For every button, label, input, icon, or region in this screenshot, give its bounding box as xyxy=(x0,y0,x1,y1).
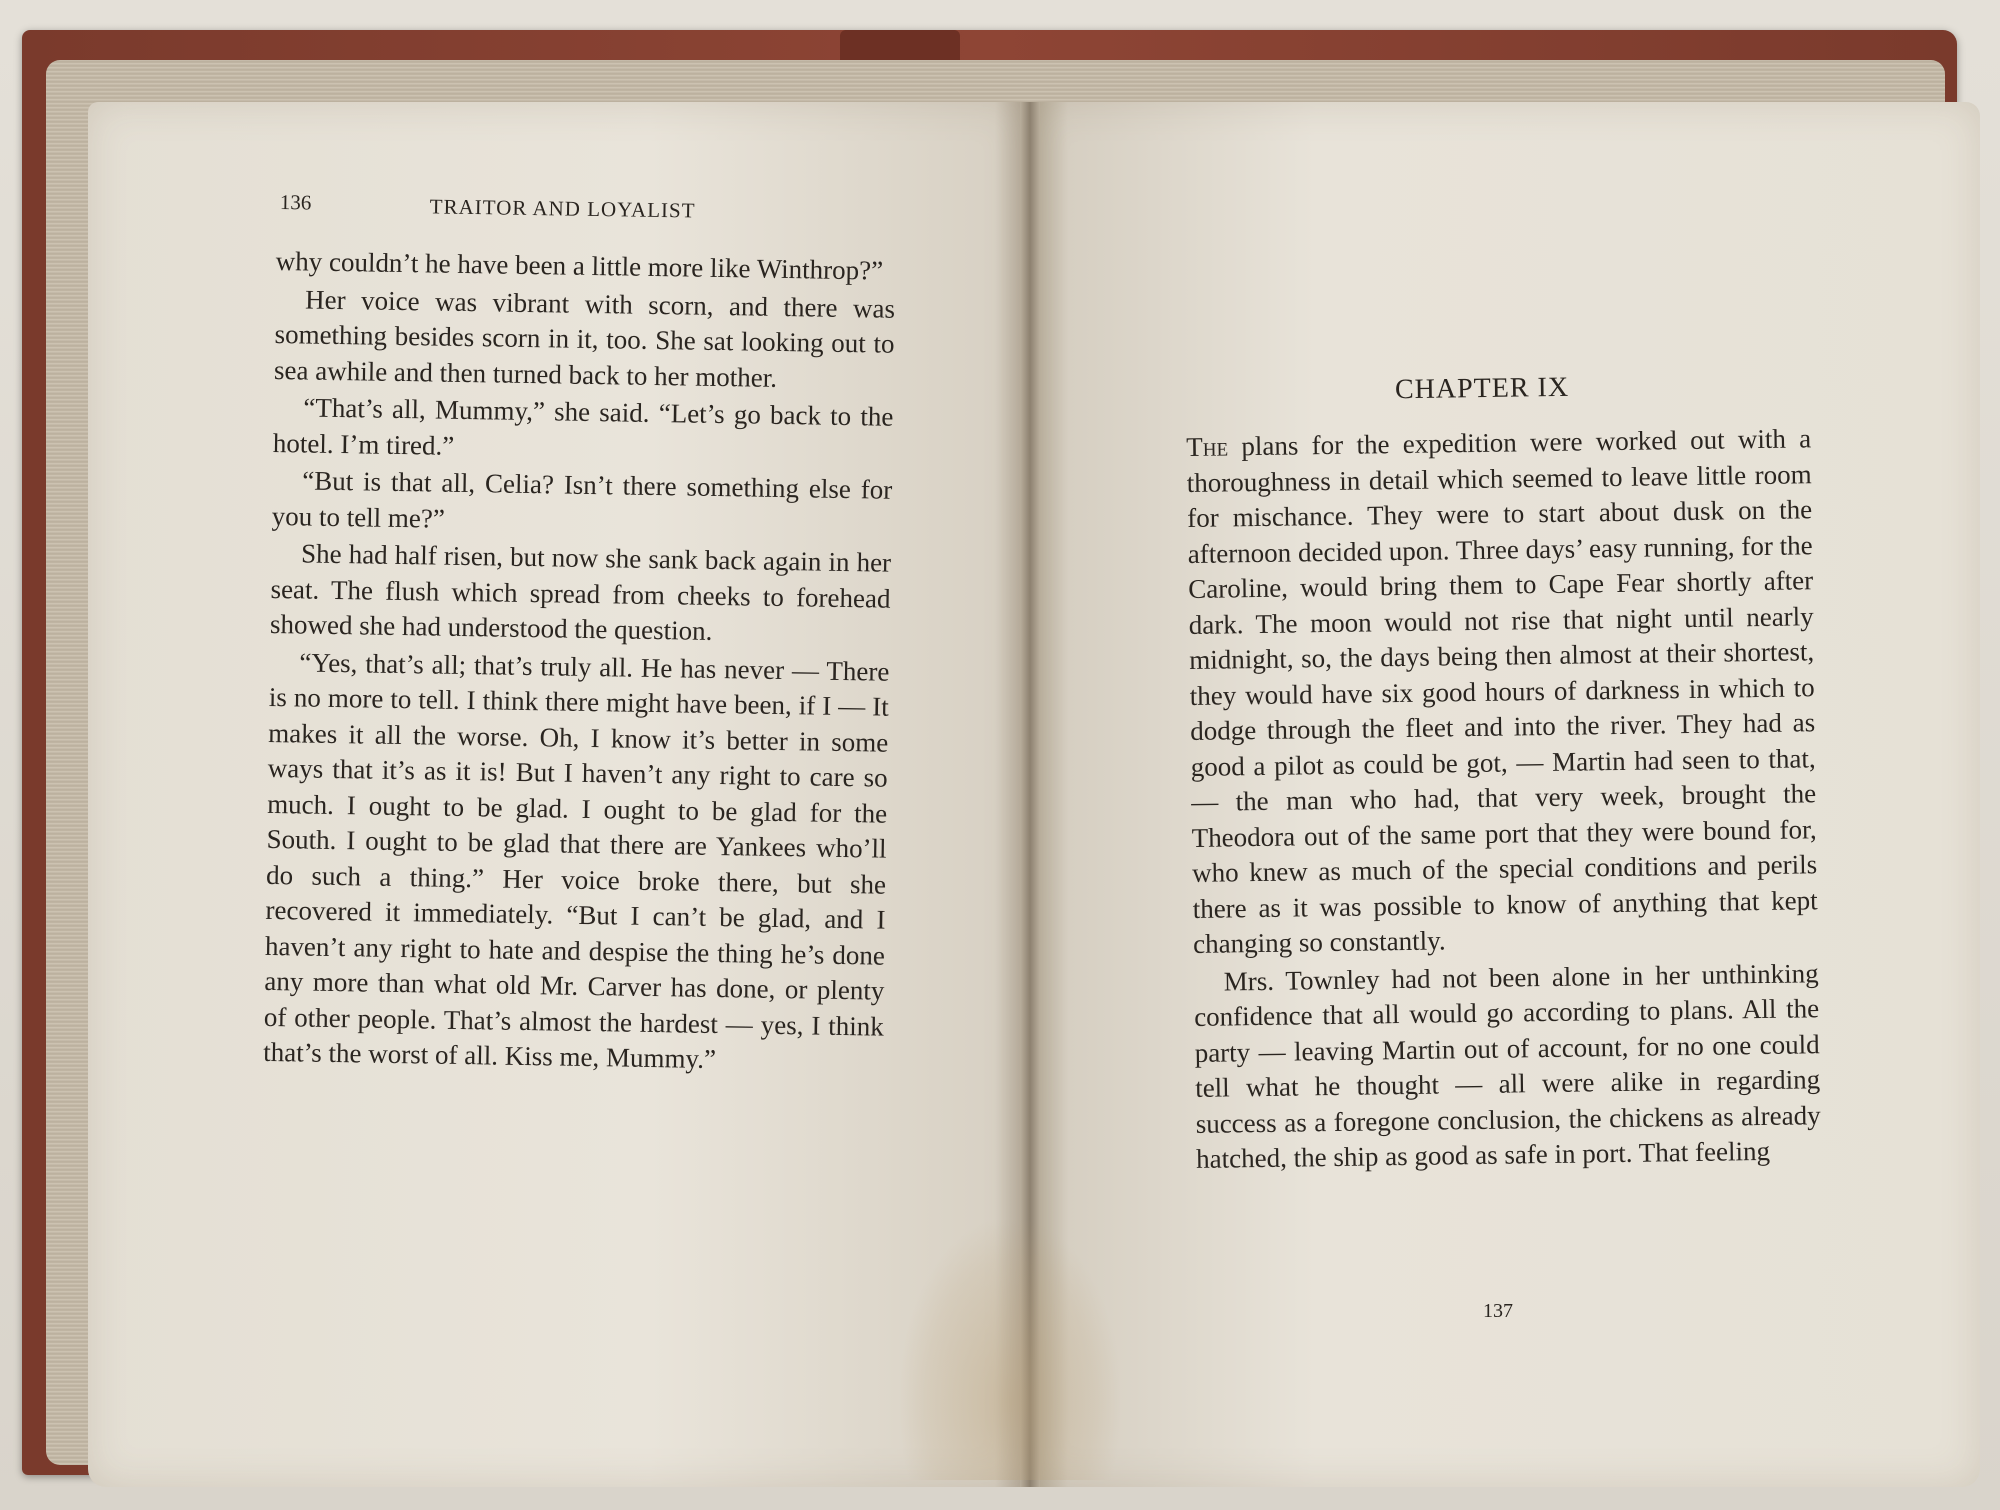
opening-small-caps: The xyxy=(1186,431,1229,462)
opening-paragraph-text: plans for the expedition were worked out with a thoroughness in detail which seemed to leave little room for mischance. They were to start about dusk on the afternoon decided upon. Three days’ easy running, for the Caroline, would bring them to Cape Fear shortly after dark. The moon would not rise that night until nearly midnight, so, the days being then almost at their shortest, they would have six good hours of darkness in which to dodge through the fleet and into the river. They had as good a pilot as could be got, — Martin had seen to that, — the man who had, that very week, brought the Theodora out of the same port that they were bound for, who knew as much of the special conditions and perils there as it was possible to know of anything that kept changing so constantly. xyxy=(1186,423,1818,959)
chapter-heading: CHAPTER IX xyxy=(1394,371,1570,406)
paragraph: “But is that all, Celia? Isn’t there something else for you to tell me?” xyxy=(271,465,893,534)
paragraph: Her voice was vibrant with scorn, and there was something besides scorn in it, too. She sat looking out to sea awhile and then turned back to her mother. xyxy=(273,283,896,393)
paragraph: why couldn’t he have been a little more like Winthrop?” xyxy=(275,245,884,286)
running-title: TRAITOR AND LOYALIST xyxy=(429,194,696,223)
right-page-text xyxy=(1186,421,1821,1177)
paragraph-opening xyxy=(1186,421,1818,962)
paragraph: She had half risen, but now she sank back again in her seat. The flush which spread from cheeks to forehead showed she had understood the question. xyxy=(269,538,892,646)
paragraph: Mrs. Townley had not been alone in her unthinking confidence that all would go according to plans. All the party — leaving Martin out of account, for no one could tell what he thought — all were alike in regarding success as a foregone conclusion, the chickens as already hatched, the ship as good as safe in port. That feeling xyxy=(1193,957,1821,1174)
left-page-number: 136 xyxy=(279,190,312,215)
water-stain xyxy=(900,1220,1120,1480)
right-page-number: 137 xyxy=(1483,1300,1513,1322)
paragraph: “Yes, that’s all; that’s truly all. He has never — There is no more to tell. I think there might have been, if I — It makes it all the worse. Oh, I know it’s better in some ways that it’s as it is! But I haven’t any right to care so much. I ought to be glad. I ought to be glad for the South. I ought to be glad that there are Yankees who’ll do such a thing.” Her voice broke there, but she recovered it immediately. “But I can’t be glad, and I haven’t any right to hate and despise the thing he’s done any more than what old Mr. Carver has done, or plenty of other people. That’s almost the hardest — yes, I think that’s the worst of all. Kiss me, Mummy.” xyxy=(263,646,890,1075)
book-spine-top xyxy=(840,30,960,60)
left-page-text xyxy=(263,244,896,1080)
paragraph: “That’s all, Mummy,” she said. “Let’s go back to the hotel. I’m tired.” xyxy=(272,392,894,461)
